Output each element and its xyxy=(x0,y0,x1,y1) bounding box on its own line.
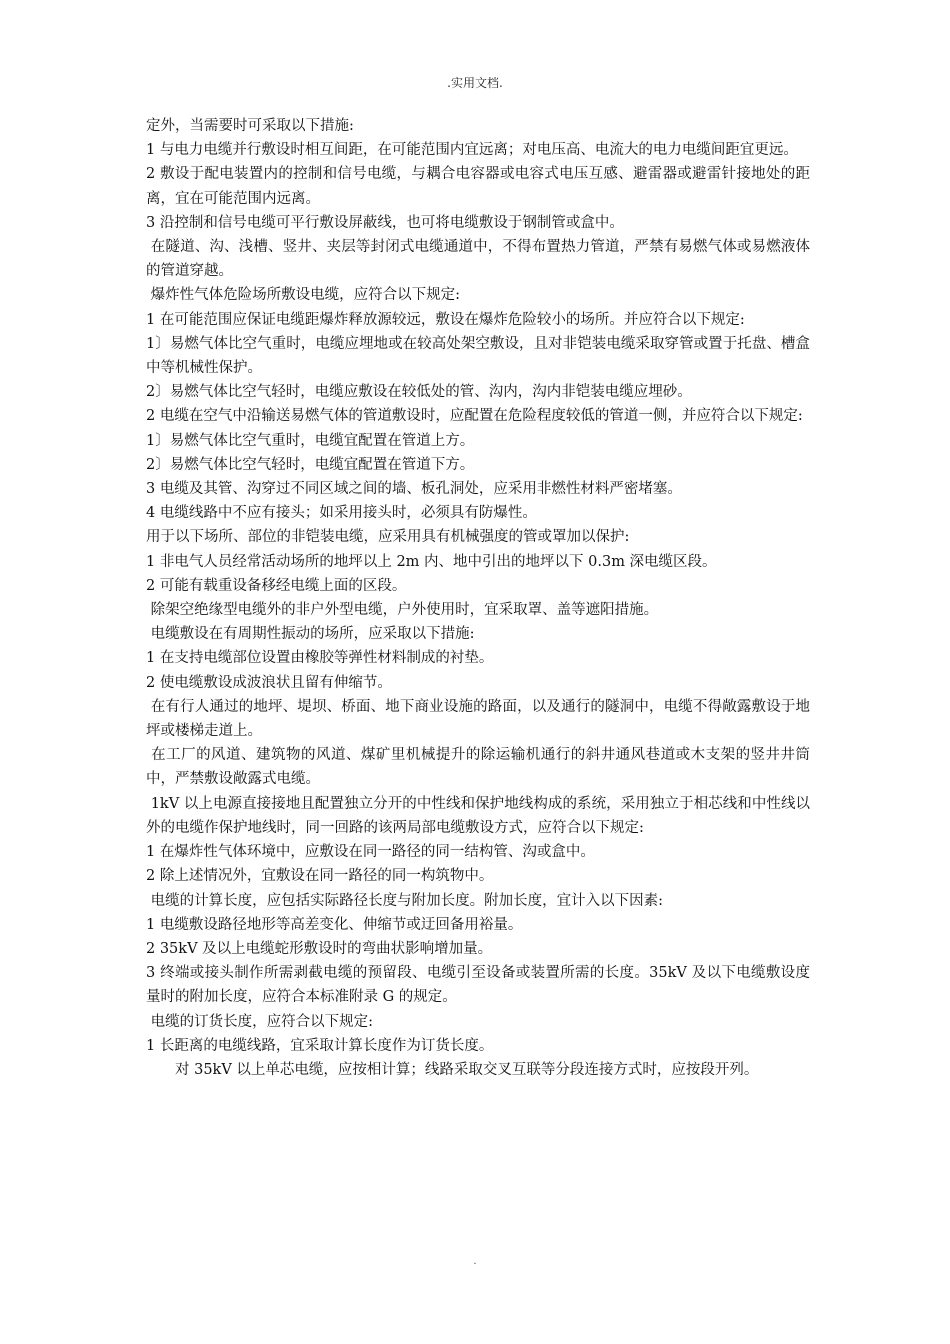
body-paragraph: 在工厂的风道、建筑物的风道、煤矿里机械提升的除运输机通行的斜井通风巷道或木支架的竖井井筒中，严禁敷设敞露式电缆。 xyxy=(146,747,811,788)
body-paragraph: 1〕易燃气体比空气重时，电缆应埋地或在较高处架空敷设，且对非铠装电缆采取穿管或置于托盘、槽盒中等机械性保护。 xyxy=(146,335,810,377)
body-paragraph: 4 电缆线路中不应有接头；如采用接头时，必须具有防爆性。 xyxy=(146,505,537,522)
body-paragraph: 2 使电缆敷设成波浪状且留有伸缩节。 xyxy=(146,674,392,691)
body-paragraph: 1〕易燃气体比空气重时，电缆宜配置在管道上方。 xyxy=(146,432,475,449)
body-paragraph: 1 在爆炸性气体环境中，应敷设在同一路径的同一结构管、沟或盒中。 xyxy=(146,844,595,861)
body-paragraph: 电缆敷设在有周期性振动的场所，应采取以下措施: xyxy=(146,626,475,643)
body-paragraph: 2〕易燃气体比空气轻时，电缆应敷设在较低处的管、沟内，沟内非铠装电缆应埋砂。 xyxy=(146,384,692,401)
body-paragraph: 1 长距离的电缆线路，宜采取计算长度作为订货长度。 xyxy=(146,1037,494,1054)
body-paragraph: 1 在支持电缆部位设置由橡胶等弹性材料制成的衬垫。 xyxy=(146,650,494,667)
body-paragraph: 对 35kV 以上单芯电缆，应按相计算；线路采取交叉互联等分段连接方式时，应按段开列。 xyxy=(146,1061,759,1078)
body-paragraph: 2〕易燃气体比空气轻时，电缆宜配置在管道下方。 xyxy=(146,456,475,473)
body-paragraph: 3 终端或接头制作所需剥截电缆的预留段、电缆引至设备或装置所需的长度。35kV 及以下电缆敷设度量时的附加长度，应符合本标准附录 G 的规定。 xyxy=(146,965,810,1006)
body-paragraph: 2 敷设于配电装置内的控制和信号电缆，与耦合电容器或电容式电压互感、避雷器或避雷针接地处的距离，宜在可能范围内远离。 xyxy=(146,166,810,207)
body-paragraph: 3 电缆及其管、沟穿过不同区域之间的墙、板孔洞处，应采用非燃性材料严密堵塞。 xyxy=(146,481,682,498)
body-paragraph: 1 在可能范围应保证电缆距爆炸释放源较远，敷设在爆炸危险较小的场所。并应符合以下规定: xyxy=(146,311,745,328)
body-paragraph: 在隧道、沟、浅槽、竖井、夹层等封闭式电缆通道中，不得布置热力管道，严禁有易燃气体或易燃液体的管道穿越。 xyxy=(146,239,810,280)
page-footer-mark: . xyxy=(473,1256,477,1267)
body-paragraph: 1 电缆敷设路径地形等高差变化、伸缩节或迂回备用裕量。 xyxy=(146,916,523,933)
body-paragraph: 电缆的订货长度，应符合以下规定: xyxy=(146,1013,373,1030)
page-header: .实用文档. xyxy=(447,76,503,90)
body-paragraph: 电缆的计算长度，应包括实际路径长度与附加长度。附加长度，宜计入以下因素: xyxy=(146,892,663,909)
body-paragraph: 2 35kV 及以上电缆蛇形敷设时的弯曲状影响增加量。 xyxy=(146,940,493,957)
body-paragraph: 3 沿控制和信号电缆可平行敷设屏蔽线，也可将电缆敷设于钢制管或盒中。 xyxy=(146,214,624,231)
body-paragraph: 爆炸性气体危险场所敷设电缆，应符合以下规定: xyxy=(146,287,460,304)
body-paragraph: 除架空绝缘型电缆外的非户外型电缆，户外使用时，宜采取罩、盖等遮阳措施。 xyxy=(146,602,659,619)
document-body xyxy=(146,114,810,1082)
body-paragraph: 1 与电力电缆并行敷设时相互间距，在可能范围内宜远离；对电压高、电流大的电力电缆间距宜更远。 xyxy=(146,142,798,159)
body-paragraph: 2 除上述情况外，宜敷设在同一路径的同一构筑物中。 xyxy=(146,868,494,885)
body-paragraph: 1kV 以上电源直接接地且配置独立分开的中性线和保护地线构成的系统，采用独立于相芯线和中性线以外的电缆作保护地线时，同一回路的该两局部电缆敷设方式，应符合以下规定: xyxy=(146,795,811,836)
body-paragraph: 2 电缆在空气中沿输送易燃气体的管道敷设时，应配置在危险程度较低的管道一侧，并应符合以下规定: xyxy=(146,408,803,425)
body-paragraph: 用于以下场所、部位的非铠装电缆，应采用具有机械强度的管或罩加以保护: xyxy=(146,529,630,546)
body-paragraph: 1 非电气人员经常活动场所的地坪以上 2m 内、地中引出的地坪以下 0.3m 深电缆区段。 xyxy=(146,553,717,570)
body-paragraph: 2 可能有载重设备移经电缆上面的区段。 xyxy=(146,577,407,594)
body-paragraph: 在有行人通过的地坪、堤坝、桥面、地下商业设施的路面，以及通行的隧洞中，电缆不得敞露敷设于地坪或楼梯走道上。 xyxy=(146,698,810,740)
body-paragraph: 定外，当需要时可采取以下措施: xyxy=(146,118,354,134)
